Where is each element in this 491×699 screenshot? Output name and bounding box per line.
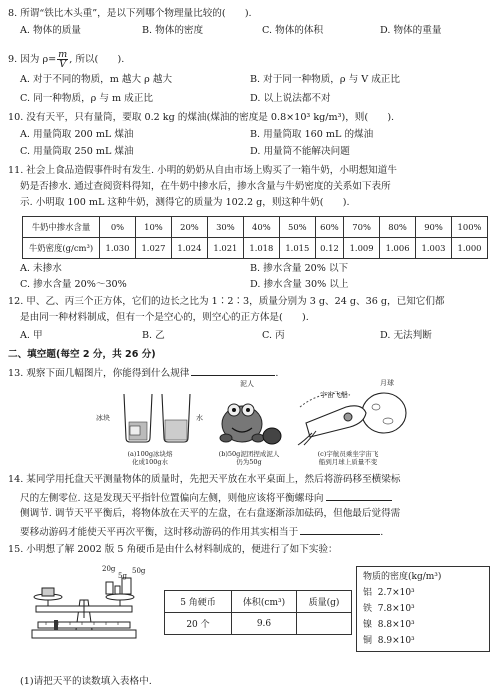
q10-option-d: D. 用量筒不能解决问题 xyxy=(250,146,350,157)
q14-line-1: 14. 某同学用托盘天平测量物体的质量时，先把天平放在水平桌面上，然后将游码移至横梁标 xyxy=(8,474,401,485)
density-row: 铝 2.7×10³ xyxy=(363,588,415,598)
table-cell: 1.021 xyxy=(207,238,243,259)
table-cell: 20% xyxy=(171,217,207,238)
table-cell: 20 个 xyxy=(165,613,232,635)
table-cell: 40% xyxy=(243,217,279,238)
table-cell: 100% xyxy=(452,217,488,238)
label-spaceship: 宇宙飞船 xyxy=(320,391,348,399)
density-row: 镍 8.8×10³ xyxy=(363,620,415,630)
table-row xyxy=(165,591,352,613)
q11-line-2: 奶是否掺水. 通过查阅资料得知，在牛奶中掺水后，掺水含量与牛奶密度的关系如下表所 xyxy=(20,181,391,192)
q10-option-c: C. 用量筒取 250 mL 煤油 xyxy=(20,146,134,157)
table-cell: 1.015 xyxy=(279,238,315,259)
beaker-figure xyxy=(118,386,196,448)
q11-option-a: A. 未掺水 xyxy=(20,263,62,274)
mass-answer-cell[interactable] xyxy=(297,613,352,635)
table-cell: 50% xyxy=(279,217,315,238)
table-header: 体积(cm³) xyxy=(232,591,297,613)
q9-option-b: B. 对于同一种物质，ρ 与 V 成正比 xyxy=(250,74,400,85)
weight-label: 20g xyxy=(102,565,116,573)
q13-stem: 13. 观察下面几幅图片，你能得到什么规律 . xyxy=(8,368,279,379)
coin-data-table xyxy=(164,590,352,635)
table-cell: 1.024 xyxy=(171,238,207,259)
table-row xyxy=(165,613,352,635)
q14-line-3: 侧调节. 调节天平平衡后，将物体放在天平的左盘，在右盘逐渐添加砝码，但他最后觉得需 xyxy=(20,508,401,519)
answer-blank[interactable] xyxy=(326,491,392,501)
rider-scale-icon xyxy=(38,620,130,630)
table-cell: 90% xyxy=(416,217,452,238)
table-cell: 1.030 xyxy=(100,238,136,259)
table-cell: 1.027 xyxy=(135,238,171,259)
q12-option-c: C. 丙 xyxy=(262,330,285,341)
q11-option-c: C. 掺水含量 20%～30% xyxy=(20,279,127,290)
q12-option-b: B. 乙 xyxy=(142,330,165,341)
answer-blank[interactable] xyxy=(300,525,380,535)
table-cell: 1.003 xyxy=(416,238,452,259)
clay-figure xyxy=(214,380,284,450)
q11-line-1: 11. 社会上食品造假事件时有发生. 小明的奶奶从自由市场上购买了一箱牛奶，小明想知道牛 xyxy=(8,165,397,176)
table-cell: 60% xyxy=(315,217,343,238)
answer-blank[interactable] xyxy=(191,366,275,376)
q12-line-1: 12. 甲、乙、丙三个正方体，它们的边长之比为 1∶2∶3，质量分别为 3 g、24 g、36 g，已知它们都 xyxy=(8,296,445,307)
table-cell: 1.009 xyxy=(344,238,380,259)
q11-option-d: D. 掺水含量 30% 以上 xyxy=(250,279,349,290)
q11-option-b: B. 掺水含量 20% 以下 xyxy=(250,263,349,274)
table-cell: 0% xyxy=(100,217,136,238)
row-header: 牛奶密度(g/cm³) xyxy=(23,238,100,259)
q14-line-2: 尺的左侧零位. 这是发现天平指针位置偏向左侧，则他应该将平衡螺母向 xyxy=(20,491,392,505)
section-heading-fill-in: 二、填空题(每空 2 分，共 26 分) xyxy=(8,349,156,360)
q15-line-1: 15. 小明想了解 2002 版 5 角硬币是由什么材料制成的，便进行了如下实验： xyxy=(8,544,338,555)
beaker-icon xyxy=(162,394,190,442)
row-header: 牛奶中掺水含量 xyxy=(23,217,100,238)
table-cell: 10% xyxy=(135,217,171,238)
q10-stem: 10. 没有天平，只有量筒，要取 0.2 kg 的煤油(煤油的密度是 0.8×10³ kg/m³)，则( ). xyxy=(8,112,395,123)
table-cell: 0.12 xyxy=(315,238,343,259)
q8-option-a: A. 物体的质量 xyxy=(20,25,81,36)
table-cell: 1.006 xyxy=(380,238,416,259)
table-cell: 9.6 xyxy=(232,613,297,635)
milk-density-table xyxy=(22,216,488,259)
q14-line-4: 要移动游码才能使天平再次平衡，这时移动游码的作用其实相当于 . xyxy=(20,527,384,538)
density-row: 铜 8.9×10³ xyxy=(363,636,415,646)
q9-option-a: A. 对于不同的物质，m 越大 ρ 越大 xyxy=(20,74,173,85)
q9-option-c: C. 同一种物质，ρ 与 m 成正比 xyxy=(20,93,153,104)
q10-option-a: A. 用量筒取 200 mL 煤油 xyxy=(20,129,134,140)
balance-scale-icon xyxy=(32,588,136,638)
table-cell: 1.018 xyxy=(243,238,279,259)
q9-fraction: $\frac{m}{V}$ xyxy=(58,49,68,70)
table-header: 质量(g) xyxy=(297,591,352,613)
table-cell: 70% xyxy=(344,217,380,238)
clay-ball-icon xyxy=(263,428,281,444)
caption-b: (b)50g泥团捏成泥人 仍为50g xyxy=(218,450,280,466)
caption-a: (a)100g冰块熔 化成100g水 xyxy=(127,450,173,466)
table-header: 5 角硬币 xyxy=(165,591,232,613)
density-reference-box xyxy=(356,566,490,652)
q8-option-c: C. 物体的体积 xyxy=(262,25,324,36)
q12-option-d: D. 无法判断 xyxy=(380,330,432,341)
q9-stem: 9. 因为 ρ= $\frac{m}{V}$ , 所以( ). xyxy=(8,49,125,70)
density-row: 铁 7.8×10³ xyxy=(363,604,415,614)
label-moon: 月球 xyxy=(380,379,394,387)
q15-sub-1: (1)请把天平的读数填入表格中. xyxy=(20,676,152,687)
q11-line-3: 示. 小明取 100 mL 这种牛奶，测得它的质量为 102.2 g，则这种牛奶( ). xyxy=(20,197,350,208)
table-cell: 30% xyxy=(207,217,243,238)
label-water: 水 xyxy=(196,414,203,422)
q9-option-d: D. 以上说法都不对 xyxy=(250,93,331,104)
weight-label: 50g xyxy=(132,567,146,575)
q12-line-2: 是由同一种材料制成，但有一个是空心的，则空心的正方体是( ). xyxy=(20,312,309,323)
q10-option-b: B. 用量筒取 160 mL 的煤油 xyxy=(250,129,374,140)
spaceship-figure xyxy=(292,383,412,449)
label-ice: 冰块 xyxy=(96,414,110,422)
weights-icon xyxy=(106,578,131,594)
caption-c: (c)宇航员乘坐宇宙飞 船到月球上质量不变 xyxy=(317,450,379,466)
clay-figure-icon xyxy=(220,404,264,442)
moon-icon xyxy=(362,393,406,433)
weight-label: 5g xyxy=(118,572,127,580)
q8-stem: 8. 所谓“铁比木头重”，是以下列哪个物理量比较的( ). xyxy=(8,8,252,19)
table-cell: 80% xyxy=(380,217,416,238)
table-cell: 1.000 xyxy=(452,238,488,259)
q8-option-d: D. 物体的重量 xyxy=(380,25,442,36)
beaker-icon xyxy=(124,394,152,442)
q12-option-a: A. 甲 xyxy=(20,330,43,341)
spaceship-icon xyxy=(298,406,366,445)
q8-option-b: B. 物体的密度 xyxy=(142,25,204,36)
table-row xyxy=(23,217,488,238)
table-row xyxy=(23,238,488,259)
label-clay-figure: 泥人 xyxy=(240,380,254,388)
density-title: 物质的密度(kg/m³) xyxy=(363,572,442,582)
